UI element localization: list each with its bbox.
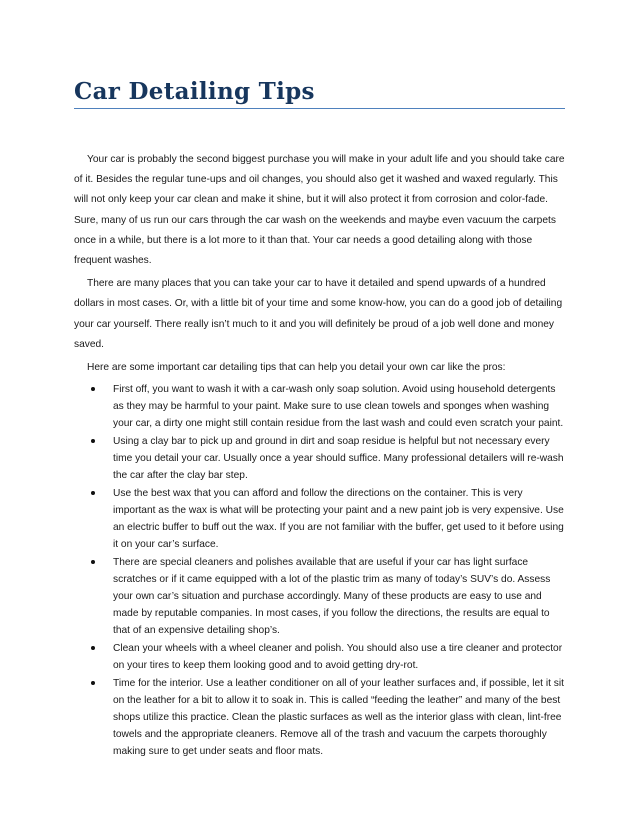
list-item bbox=[74, 433, 565, 484]
list-item bbox=[74, 381, 565, 432]
bullet-icon bbox=[91, 560, 95, 564]
list-item-text: Use the best wax that you can afford and follow the directions on the container. This is very important as the wax is what will be protecting your paint and a new paint job is very expensive. Use an electric buffer to buff out the wax. If you are not familiar with the buffer, get used to it before using it on your car’s surface. bbox=[113, 488, 564, 551]
document-body bbox=[74, 150, 565, 761]
bullet-icon bbox=[91, 387, 95, 391]
list-item bbox=[74, 675, 565, 760]
bullet-icon bbox=[91, 491, 95, 495]
list-item-text: Time for the interior. Use a leather conditioner on all of your leather surfaces and, if possible, let it sit on the leather for a bit to allow it to soak in. This is called “feeding the leather” and many of the best shops utilize this practice. Clean the plastic surfaces as well as the interior glass with clean, lint-free towels and the appropriate cleaners. Remove all of the trash and vacuum the carpets thoroughly making sure to get under seats and floor mats. bbox=[113, 678, 564, 758]
paragraph-places: There are many places that you can take your car to have it detailed and spend upwards of a hundred dollars in most cases. Or, with a little bit of your time and some know-how, you can do a good job of detailing your car yourself. There really isn’t much to it and you will definitely be proud of a job well done and money saved. bbox=[74, 278, 563, 350]
bullet-icon bbox=[91, 681, 95, 685]
list-item bbox=[74, 640, 565, 674]
bullet-icon bbox=[91, 646, 95, 650]
list-item-text: Clean your wheels with a wheel cleaner and polish. You should also use a tire cleaner and protector on your tires to keep them looking good and to avoid getting dry-rot. bbox=[113, 643, 563, 672]
title-block bbox=[74, 78, 565, 109]
paragraph-intro: Your car is probably the second biggest purchase you will make in your adult life and you should take care of it. Besides the regular tune-ups and oil changes, you should also get it washed and waxed regularly. This will not only keep your car clean and make it shine, but it will also protect it from corrosion and color-fade. Sure, many of us run our cars through the car wash on the weekends and maybe even vacuum the carpets once in a while, but there is a lot more to it than that. Your car needs a good detailing along with those frequent washes. bbox=[74, 154, 565, 267]
list-item-text: There are special cleaners and polishes available that are useful if your car has light surface scratches or if it came equipped with a lot of the plastic trim as many of today’s SUV’s do. Assess your own car’s situation and purchase accordingly. Many of these products are easy to use and made by reputable companies. In most cases, if you follow the directions, the results are equal to that of an expensive detailing shop’s. bbox=[113, 557, 551, 637]
list-item-text: Using a clay bar to pick up and ground in dirt and soap residue is helpful but not necessary every time you detail your car. Usually once a year should suffice. Many professional detailers will re-wash the car after the clay bar step. bbox=[113, 436, 564, 482]
list-item-text: First off, you want to wash it with a car-wash only soap solution. Avoid using household detergents as they may be harmful to your paint. Make sure to use clean towels and sponges when washing your car, a dirty one might still contain residue from the last wash and could even scratch your paint. bbox=[113, 384, 564, 430]
tips-list bbox=[74, 381, 565, 760]
paragraph-list-intro: Here are some important car detailing tips that can help you detail your own car like the pros: bbox=[87, 362, 506, 374]
bullet-icon bbox=[91, 439, 95, 443]
list-item bbox=[74, 485, 565, 553]
page-title: Car Detailing Tips bbox=[74, 78, 315, 105]
list-item bbox=[74, 554, 565, 639]
